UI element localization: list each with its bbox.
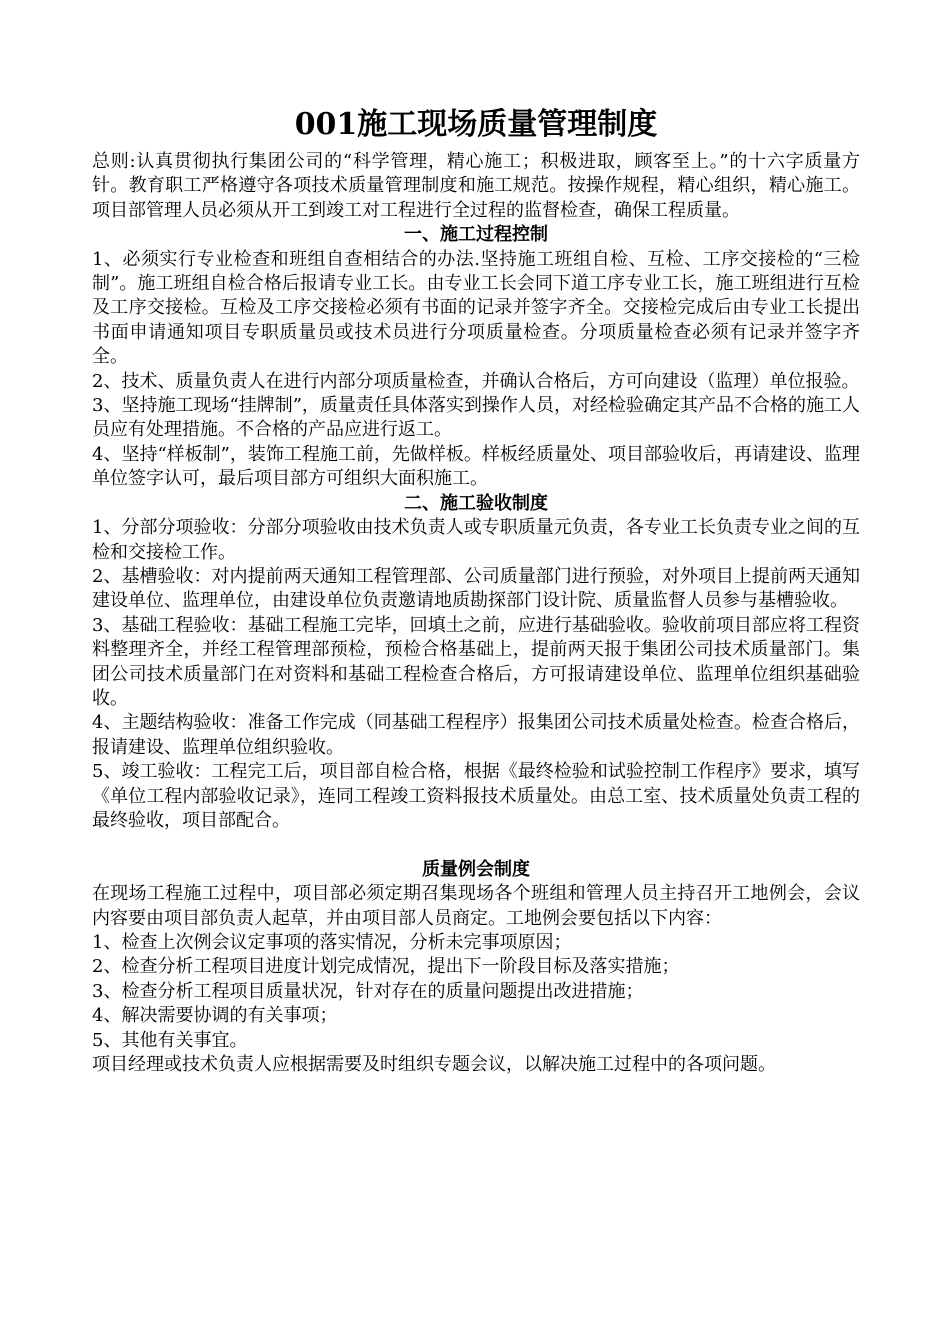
quality-meeting-item: 1、检查上次例会议定事项的落实情况，分析未完事项原因； — [92, 931, 572, 953]
quality-meeting-item: 3、检查分析工程项目质量状况，针对存在的质量问题提出改进措施； — [92, 980, 644, 1002]
acceptance-item: 1、分部分项验收：分部分项验收由技术负责人或专职质量元负责，各专业工长负责专业之间的互检和交接检工作。 — [92, 517, 860, 563]
section-heading-acceptance: 二、施工验收制度 — [404, 492, 548, 514]
process-control-item: 1、必须实行专业检查和班组自查相结合的办法.坚持施工班组自检、互检、工序交接检的“三检制”。施工班组自检合格后报请专业工长。由专业工长会同下道工序专业工长，施工班组进行互检及工序交接检。互检及工序交接检必须有书面的记录并签字齐全。交接检完成后由专业工长提出书面申请通知项目专职质量员或技术员进行分项质量检查。分项质量检查必须有记录并签字齐全。 — [92, 248, 860, 368]
acceptance-item: 5、竣工验收：工程完工后，项目部自检合格，根据《最终检验和试验控制工作程序》要求，填写《单位工程内部验收记录》，连同工程竣工资料报技术质量处。由总工室、技术质量处负责工程的最终验收，项目部配合。 — [92, 761, 860, 831]
process-control-item: 4、坚持“样板制”，装饰工程施工前，先做样板。样板经质量处、项目部验收后，再请建设、监理单位签字认可，最后项目部方可组织大面积施工。 — [92, 443, 860, 490]
section-heading-process-control: 一、施工过程控制 — [404, 224, 548, 246]
section-heading-quality-meeting: 质量例会制度 — [422, 858, 530, 880]
acceptance-item: 4、主题结构验收：准备工作完成（同基础工程程序）报集团公司技术质量处检查。检查合格后，报请建设、监理单位组织验收。 — [92, 712, 860, 758]
document-title: 001施工现场质量管理制度 — [294, 107, 658, 142]
acceptance-item: 3、基础工程验收：基础工程施工完毕，回填土之前，应进行基础验收。验收前项目部应将工程资料整理齐全，并经工程管理部预检，预检合格基础上，提前两天报于集团公司技术质量部门。集团公司技术质量部门在对资料和基础工程检查合格后，方可报请建设单位、监理单位组织基础验收。 — [92, 614, 860, 709]
document-page — [92, 100, 860, 1077]
quality-meeting-intro: 在现场工程施工过程中，项目部必须定期召集现场各个班组和管理人员主持召开工地例会，会议内容要由项目部负责人起草，并由项目部人员商定。工地例会要包括以下内容： — [92, 883, 860, 929]
quality-meeting-item: 2、检查分析工程项目进度计划完成情况，提出下一阶段目标及落实措施； — [92, 956, 680, 978]
process-control-item: 2、技术、质量负责人在进行内部分项质量检查，并确认合格后，方可向建设（监理）单位报验。 — [92, 370, 860, 392]
acceptance-item: 2、基槽验收：对内提前两天通知工程管理部、公司质量部门进行预验，对外项目上提前两天通知建设单位、监理单位，由建设单位负责邀请地质勘探部门设计院、质量监督人员参与基槽验收。 — [92, 565, 860, 612]
quality-meeting-closing: 项目经理或技术负责人应根据需要及时组织专题会议，以解决施工过程中的各项问题。 — [92, 1054, 776, 1076]
quality-meeting-item: 5、其他有关事宜。 — [92, 1029, 248, 1051]
quality-meeting-item: 4、解决需要协调的有关事项； — [92, 1005, 338, 1027]
process-control-item: 3、坚持施工现场“挂牌制”，质量责任具体落实到操作人员，对经检验确定其产品不合格的施工人员应有处理措施。不合格的产品应进行返工。 — [92, 395, 860, 441]
intro-paragraph: 总则:认真贯彻执行集团公司的“科学管理，精心施工；积极进取，顾客至上。”的十六字质量方针。教育职工严格遵守各项技术质量管理制度和施工规范。按操作规程，精心组织，精心施工。项目部管理人员必须从开工到竣工对工程进行全过程的监督检查，确保工程质量。 — [92, 151, 860, 221]
blank-line — [92, 833, 860, 857]
